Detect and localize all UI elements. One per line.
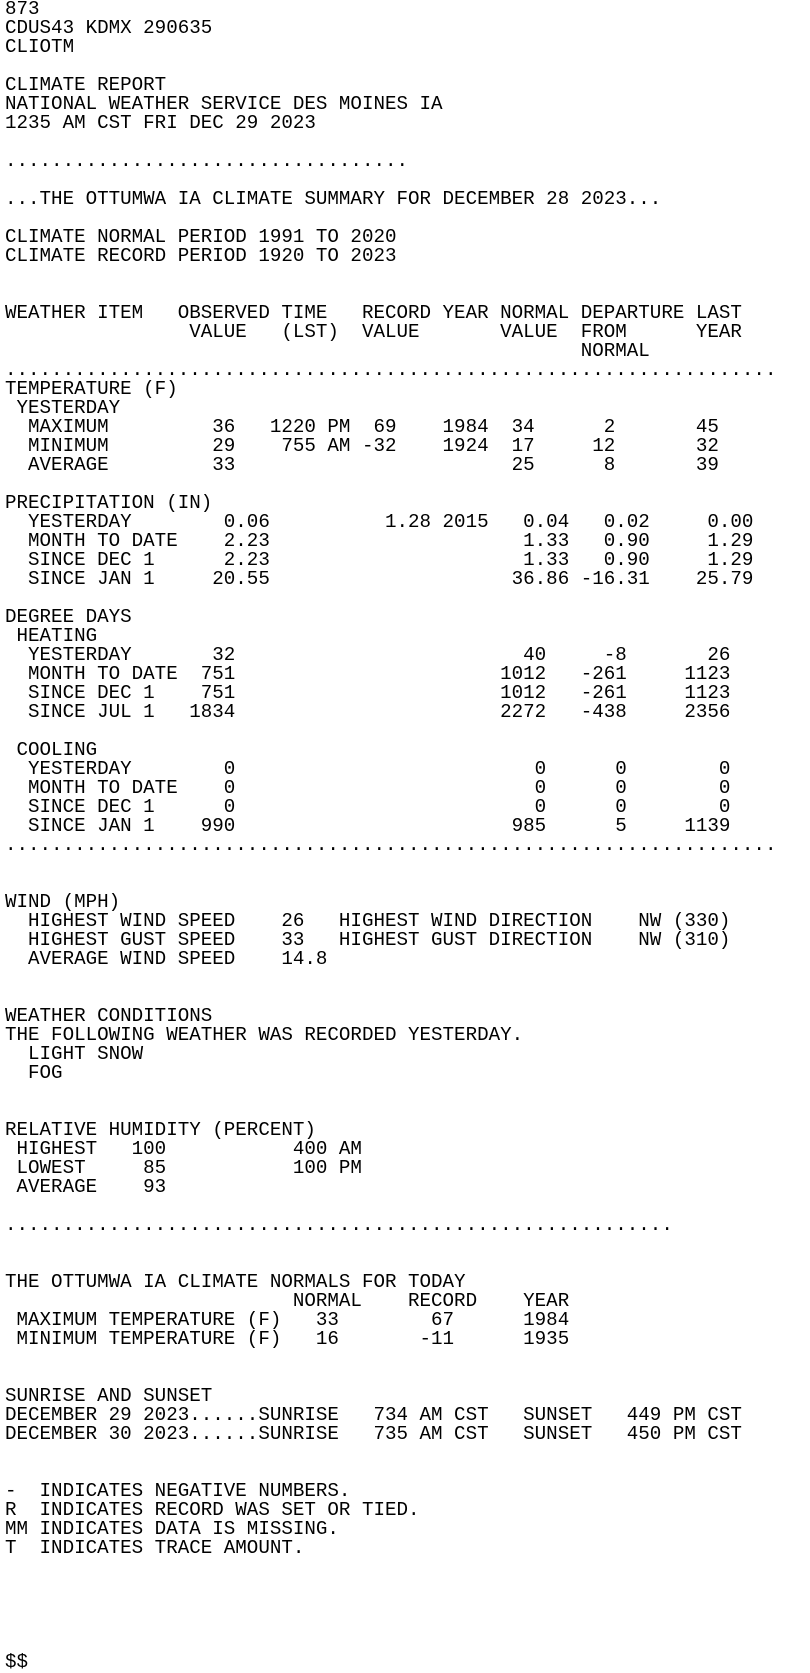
report-line: HIGHEST GUST SPEED 33 HIGHEST GUST DIRECTION NW (310) [5,929,731,951]
report-line: NATIONAL WEATHER SERVICE DES MOINES IA [5,93,443,115]
report-line: CLIMATE RECORD PERIOD 1920 TO 2023 [5,245,397,267]
report-line: MONTH TO DATE 0 0 0 0 [5,777,731,799]
report-line: LOWEST 85 100 PM [5,1157,362,1179]
report-line: NORMAL [5,340,650,362]
report-line: ................................................................... [5,359,777,381]
blank-line [5,1596,810,1615]
report-line: MAXIMUM TEMPERATURE (F) 33 67 1984 [5,1309,570,1331]
blank-line [5,1577,810,1596]
blank-line [5,855,810,874]
report-line: NORMAL RECORD YEAR [5,1290,570,1312]
report-line: - INDICATES NEGATIVE NUMBERS. [5,1480,351,1502]
report-line: FOG [5,1062,63,1084]
blank-line [5,1083,810,1102]
report-line: MINIMUM 29 755 AM -32 1924 17 12 32 [5,435,719,457]
blank-line [5,266,810,285]
report-line: MM INDICATES DATA IS MISSING. [5,1518,339,1540]
blank-line [5,1558,810,1577]
report-line: TEMPERATURE (F) [5,378,178,400]
report-line: CDUS43 KDMX 290635 [5,17,213,39]
report-line: .......................................................... [5,1214,673,1236]
report-line: WIND (MPH) [5,891,121,913]
report-line: CLIOTM [5,36,75,58]
report-line: HIGHEST WIND SPEED 26 HIGHEST WIND DIRECTION NW (330) [5,910,731,932]
report-line: YESTERDAY 0 0 0 0 [5,758,731,780]
blank-line [5,1615,810,1634]
report-line: T INDICATES TRACE AMOUNT. [5,1537,305,1559]
report-line: SUNRISE AND SUNSET [5,1385,213,1407]
report-line: DECEMBER 29 2023......SUNRISE 734 AM CST SUNSET 449 PM CST [5,1404,742,1426]
report-line: ................................................................... [5,834,777,856]
blank-line [5,1349,810,1368]
report-line: DECEMBER 30 2023......SUNRISE 735 AM CST SUNSET 450 PM CST [5,1423,742,1445]
report-line: AVERAGE WIND SPEED 14.8 [5,948,328,970]
report-line: THE OTTUMWA IA CLIMATE NORMALS FOR TODAY [5,1271,466,1293]
report-line: ...THE OTTUMWA IA CLIMATE SUMMARY FOR DECEMBER 28 2023... [5,188,662,210]
report-line: MONTH TO DATE 751 1012 -261 1123 [5,663,731,685]
report-line: WEATHER CONDITIONS [5,1005,213,1027]
blank-line [5,874,810,893]
report-line: AVERAGE 33 25 8 39 [5,454,719,476]
report-line: SINCE JAN 1 20.55 36.86 -16.31 25.79 [5,568,754,590]
report-line: COOLING [5,739,98,761]
report-line: LIGHT SNOW [5,1043,144,1065]
report-line: MINIMUM TEMPERATURE (F) 16 -11 1935 [5,1328,570,1350]
report-line: MAXIMUM 36 1220 PM 69 1984 34 2 45 [5,416,719,438]
report-line: MONTH TO DATE 2.23 1.33 0.90 1.29 [5,530,754,552]
blank-line [5,969,810,988]
report-line: 1235 AM CST FRI DEC 29 2023 [5,112,316,134]
report-line: VALUE (LST) VALUE VALUE FROM YEAR [5,321,742,343]
report-line: AVERAGE 93 [5,1176,167,1198]
report-line: CLIMATE REPORT [5,74,167,96]
report-line: 873 [5,0,40,20]
blank-line [5,1444,810,1463]
report-line: YESTERDAY 0.06 1.28 2015 0.04 0.02 0.00 [5,511,754,533]
report-line: RELATIVE HUMIDITY (PERCENT) [5,1119,316,1141]
report-line: CLIMATE NORMAL PERIOD 1991 TO 2020 [5,226,397,248]
report-line: YESTERDAY [5,397,121,419]
report-line: THE FOLLOWING WEATHER WAS RECORDED YESTERDAY. [5,1024,524,1046]
report-line: SINCE DEC 1 2.23 1.33 0.90 1.29 [5,549,754,571]
report-line: PRECIPITATION (IN) [5,492,213,514]
report-line: HEATING [5,625,98,647]
report-line: SINCE JUL 1 1834 2272 -438 2356 [5,701,731,723]
blank-line [5,722,810,741]
blank-line [5,1634,810,1653]
report-line: YESTERDAY 32 40 -8 26 [5,644,731,666]
report-line: DEGREE DAYS [5,606,132,628]
report-line: $$ [5,1651,29,1673]
report-line: HIGHEST 100 400 AM [5,1138,362,1160]
report-line: WEATHER ITEM OBSERVED TIME RECORD YEAR NORMAL DEPARTURE LAST [5,302,742,324]
report-line: SINCE JAN 1 990 985 5 1139 [5,815,731,837]
report-line: SINCE DEC 1 751 1012 -261 1123 [5,682,731,704]
blank-line [5,1235,810,1254]
report-line: ................................... [5,150,409,172]
report-line: R INDICATES RECORD WAS SET OR TIED. [5,1499,420,1521]
report-line: SINCE DEC 1 0 0 0 0 [5,796,731,818]
